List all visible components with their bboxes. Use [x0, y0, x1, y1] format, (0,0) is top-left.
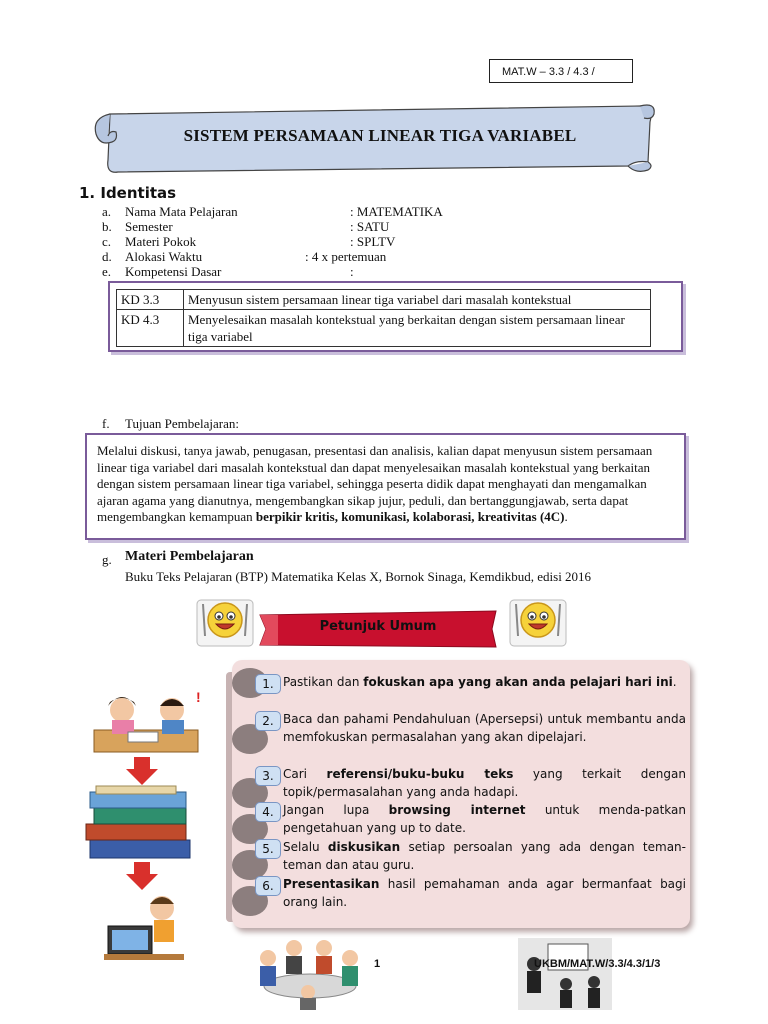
materi-label: Materi Pembelajaran — [125, 549, 254, 564]
identitas-letter: b. — [102, 219, 112, 234]
page-title: SISTEM PERSAMAAN LINEAR TIGA VARIABEL — [183, 126, 577, 145]
item-text: Jangan lupa — [283, 803, 389, 817]
students-studying-illustration — [88, 682, 210, 758]
item-text-bold: fokuskan apa yang akan anda pelajari hari ini — [363, 675, 673, 689]
item-number: 6. — [255, 876, 281, 896]
kd-text-cell: Menyelesaikan masalah kontekstual yang berkaitan dengan sistem persamaan linear tiga variabel — [184, 310, 651, 347]
item-number: 1. — [255, 674, 281, 694]
tujuan-text-end: . — [564, 509, 568, 525]
item-text-bold: browsing internet — [388, 803, 526, 817]
identitas-letter: a. — [102, 204, 112, 219]
tujuan-text-main: Melalui diskusi, tanya jawab, penugasan, presentasi dan analisis, kalian dapat menyusun sistem persamaan linear tiga variabel dari masalah kontekstual dan dapat menyelesaikan masalah kontekstual yang berkaitan dengan sistem persamaan linear tiga variabel, sehingga peserta didik dapat menghayati dan mengamalkan ajaran agama yang dianutnya, mengembangkan sikap jujur, peduli, dan bertanggungjawab, serta dapat mengembangkan kemampuan — [97, 443, 653, 525]
identitas-letter: d. — [102, 249, 112, 264]
stack-of-books-illustration — [82, 784, 196, 862]
item-text: Pastikan dan — [283, 675, 364, 689]
table-row — [117, 310, 651, 347]
tujuan-label: Tujuan Pembelajaran: — [125, 416, 239, 431]
item-text-end: hasil pemahaman anda agar bermanfaat bagi orang lain. — [283, 877, 686, 910]
identitas-label: Alokasi Waktu — [125, 249, 203, 264]
kompetensi-dasar-table — [116, 289, 651, 347]
kd-code-cell: KD 4.3 — [117, 310, 184, 347]
list-item — [283, 673, 686, 691]
section-heading-identitas: 1. Identitas — [79, 184, 177, 202]
materi-text: Buku Teks Pelajaran (BTP) Matematika Kelas X, Bornok Sinaga, Kemdikbud, edisi 2016 — [125, 569, 592, 584]
item-text: Baca dan pahami Pendahuluan (Apersepsi) untuk membantu anda memfokuskan permasalahan yang akan dipelajari. — [283, 712, 686, 745]
item-text-end: . — [672, 675, 677, 689]
list-item — [283, 710, 686, 746]
identitas-label: Kompetensi Dasar — [125, 264, 222, 279]
identitas-value: : 4 x pertemuan — [305, 249, 387, 264]
item-text-end: yang terkait dengan topik/permasalahan yang anda hadapi. — [283, 767, 686, 800]
identitas-letter: e. — [102, 264, 112, 279]
identitas-label: Nama Mata Pelajaran — [125, 204, 238, 219]
item-number: 4. — [255, 802, 281, 822]
list-item — [283, 838, 686, 874]
person-at-computer-illustration — [104, 886, 188, 966]
smiley-icon — [195, 590, 255, 648]
petunjuk-title: Petunjuk Umum — [319, 619, 437, 634]
kd-code-cell: KD 3.3 — [117, 290, 184, 310]
presentation-illustration — [518, 938, 612, 1010]
kd-text-cell: Menyusun sistem persamaan linear tiga variabel dari masalah kontekstual — [184, 290, 651, 310]
list-item — [283, 765, 686, 801]
document-code-box: MAT.W – 3.3 / 4.3 / — [489, 59, 633, 83]
item-text: Cari — [283, 767, 327, 781]
group-discussion-illustration — [244, 932, 374, 1010]
down-arrow-icon — [124, 757, 160, 785]
identitas-value: : MATEMATIKA — [350, 204, 443, 219]
list-item — [283, 875, 686, 911]
item-text-bold: Presentasikan — [283, 877, 380, 891]
tujuan-text — [97, 443, 677, 526]
footer-code: UKBM/MAT.W/3.3/4.3/1/3 — [534, 958, 661, 970]
item-text-bold: diskusikan — [327, 840, 401, 854]
smiley-icon — [508, 592, 568, 650]
page-number: 1 — [374, 958, 381, 970]
table-row — [117, 290, 651, 310]
tujuan-text-bold: berpikir kritis, komunikasi, kolaborasi, kreativitas (4C) — [255, 509, 565, 525]
item-number: 5. — [255, 839, 281, 859]
identitas-label: Materi Pokok — [125, 234, 197, 249]
identitas-label: Semester — [125, 219, 173, 234]
list-item — [283, 801, 686, 837]
item-text: Selalu — [283, 840, 328, 854]
item-text-bold: referensi/buku-buku teks — [326, 767, 514, 781]
materi-letter: g. — [102, 552, 112, 567]
identitas-value: : SPLTV — [350, 234, 396, 249]
identitas-value: : SATU — [350, 219, 390, 234]
svg-text:!: ! — [196, 689, 201, 705]
item-number: 2. — [255, 711, 281, 731]
item-text-end: untuk menda-patkan pengetahuan yang up to date. — [283, 803, 686, 836]
identitas-value: : — [350, 264, 354, 279]
item-number: 3. — [255, 766, 281, 786]
item-text-end: setiap persoalan yang ada dengan teman-teman dan atau guru. — [283, 840, 686, 873]
tujuan-letter: f. — [102, 416, 110, 431]
identitas-letter: c. — [102, 234, 112, 249]
